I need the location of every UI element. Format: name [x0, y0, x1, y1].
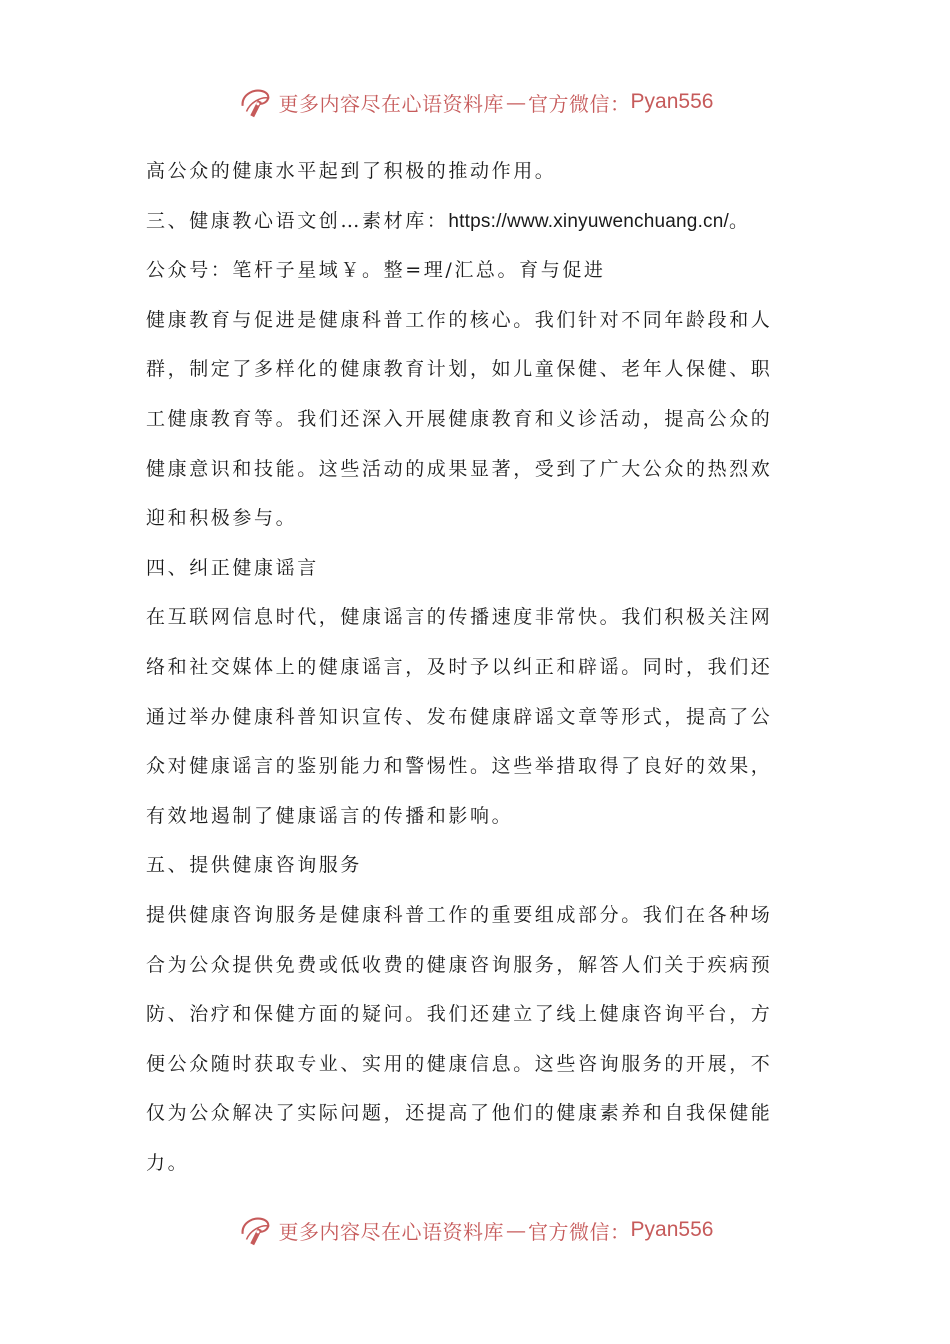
- material-library-link[interactable]: https://www.xinyuwenchuang.cn/: [448, 210, 729, 232]
- pen-swirl-logo-icon: [237, 83, 275, 121]
- pen-swirl-logo-icon: [237, 1211, 275, 1249]
- section-heading-3-cont: 公众号：笔杆子星域￥。整=理/汇总。育与促进: [146, 259, 606, 282]
- paragraph-line: 健康意识和技能。这些活动的成果显著，受到了广大公众的热烈欢: [146, 457, 773, 480]
- paragraph-line: 仅为公众解决了实际问题，还提高了他们的健康素养和自我保健能: [146, 1102, 773, 1125]
- banner-wechat-id: Pyan556: [630, 1218, 714, 1241]
- heading-prefix: 三、健康教心语文创…素材库：: [146, 209, 449, 232]
- paragraph-line: 迎和积极参与。: [146, 507, 298, 530]
- banner-separator: —: [506, 1218, 527, 1242]
- paragraph-line: 通过举办健康科普知识宣传、发布健康辟谣文章等形式，提高了公: [146, 705, 773, 728]
- paragraph-line: 便公众随时获取专业、实用的健康信息。这些咨询服务的开展，不: [146, 1052, 773, 1075]
- paragraph-line: 在互联网信息时代，健康谣言的传播速度非常快。我们积极关注网: [146, 606, 773, 629]
- paragraph-line: 络和社交媒体上的健康谣言，及时予以纠正和辟谣。同时，我们还: [146, 655, 773, 678]
- heading-suffix: 。: [729, 209, 751, 232]
- section-heading-4: 四、纠正健康谣言: [146, 556, 319, 579]
- banner-slogan: 更多内容尽在心语资料库: [278, 91, 505, 116]
- banner-separator: —: [506, 90, 527, 114]
- section-heading-5: 五、提供健康咨询服务: [146, 854, 363, 877]
- banner-wechat-id: Pyan556: [630, 90, 714, 113]
- paragraph-line: 健康教育与促进是健康科普工作的核心。我们针对不同年龄段和人: [146, 308, 773, 331]
- paragraph-line: 有效地遏制了健康谣言的传播和影响。: [146, 804, 514, 827]
- section-heading-3: [146, 197, 808, 247]
- document-body: [146, 147, 808, 1188]
- paragraph-line: 众对健康谣言的鉴别能力和警惕性。这些举措取得了良好的效果，: [146, 755, 773, 778]
- header-watermark-banner: [0, 80, 950, 124]
- paragraph-line: 工健康教育等。我们还深入开展健康教育和义诊活动，提高公众的: [146, 407, 773, 430]
- banner-wechat-label: 官方微信：: [528, 1219, 631, 1244]
- paragraph-line: 防、治疗和保健方面的疑问。我们还建立了线上健康咨询平台，方: [146, 1003, 773, 1026]
- paragraph-line: 群，制定了多样化的健康教育计划，如儿童保健、老年人保健、职: [146, 358, 773, 381]
- footer-watermark-banner: [0, 1208, 950, 1252]
- paragraph-line: 合为公众提供免费或低收费的健康咨询服务，解答人们关于疾病预: [146, 953, 773, 976]
- paragraph-line: 力。: [146, 1151, 190, 1174]
- banner-wechat-label: 官方微信：: [528, 91, 631, 116]
- paragraph-line: 提供健康咨询服务是健康科普工作的重要组成部分。我们在各种场: [146, 903, 773, 926]
- paragraph-line: 高公众的健康水平起到了积极的推动作用。: [146, 160, 557, 182]
- banner-slogan: 更多内容尽在心语资料库: [278, 1219, 505, 1244]
